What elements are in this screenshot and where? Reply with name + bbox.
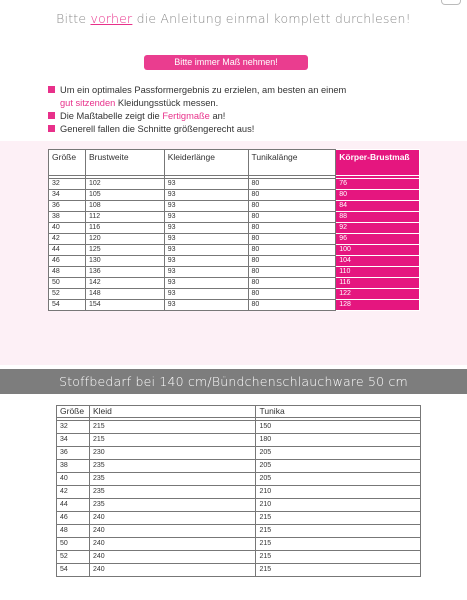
header-tunikalaenge: Tunikalänge <box>248 150 336 176</box>
cell-groesse: 42 <box>57 486 90 499</box>
cell-tunikalaenge: 80 <box>248 223 336 234</box>
header-koerper-brustmass: Körper-Brustmaß <box>336 150 420 176</box>
cell-groesse: 54 <box>57 564 90 577</box>
cell-tunikalaenge: 80 <box>248 278 336 289</box>
cell-brustweite: 154 <box>85 300 164 311</box>
cell-koerper-brustmass: 88 <box>336 212 420 223</box>
cell-tunika: 180 <box>256 434 421 447</box>
instruction-text: Kleidungsstück messen. <box>115 98 219 108</box>
cell-kleid: 235 <box>89 473 255 486</box>
cell-groesse: 36 <box>57 447 90 460</box>
cell-kleid: 235 <box>89 460 255 473</box>
cell-groesse: 46 <box>57 512 90 525</box>
cell-tunika: 205 <box>256 447 421 460</box>
table-row <box>57 525 421 538</box>
table-row <box>49 289 420 300</box>
cell-kleiderlaenge: 93 <box>164 245 248 256</box>
fabric-requirement-table <box>56 405 421 577</box>
instruction-text: Um ein optimales Passformergebnis zu erzielen, am besten an einem <box>60 85 347 95</box>
cell-brustweite: 108 <box>85 201 164 212</box>
instruction-highlight: gut sitzenden <box>60 98 116 108</box>
table-row <box>57 564 421 577</box>
cell-kleid: 215 <box>89 434 255 447</box>
cell-kleiderlaenge: 93 <box>164 234 248 245</box>
table-row <box>49 179 420 190</box>
cell-tunika: 205 <box>256 460 421 473</box>
table-row <box>57 447 421 460</box>
size-chart-table <box>48 149 420 311</box>
cell-groesse: 50 <box>49 278 86 289</box>
table-row <box>49 234 420 245</box>
cell-tunikalaenge: 80 <box>248 289 336 300</box>
table-row <box>49 256 420 267</box>
table-row <box>49 201 420 212</box>
cell-tunika: 210 <box>256 499 421 512</box>
cell-brustweite: 116 <box>85 223 164 234</box>
cell-groesse: 38 <box>49 212 86 223</box>
fabric-table-body <box>57 418 421 577</box>
cell-brustweite: 105 <box>85 190 164 201</box>
header-groesse: Größe <box>57 406 90 418</box>
cell-tunika: 215 <box>256 564 421 577</box>
cell-groesse: 46 <box>49 256 86 267</box>
cell-kleiderlaenge: 93 <box>164 179 248 190</box>
cell-koerper-brustmass: 76 <box>336 179 420 190</box>
cell-kleiderlaenge: 93 <box>164 267 248 278</box>
table-row <box>57 460 421 473</box>
cell-tunika: 215 <box>256 512 421 525</box>
fabric-section-title: Stoffbedarf bei 140 cm/Bündchenschlauchware 50 cm <box>0 369 467 394</box>
cell-koerper-brustmass: 128 <box>336 300 420 311</box>
cell-kleid: 240 <box>89 551 255 564</box>
cell-tunikalaenge: 80 <box>248 179 336 190</box>
cell-tunika: 205 <box>256 473 421 486</box>
page-corner-tab <box>441 0 461 5</box>
cell-groesse: 44 <box>57 499 90 512</box>
instruction-item <box>48 84 448 110</box>
table-row <box>49 245 420 256</box>
cell-groesse: 40 <box>49 223 86 234</box>
table-row <box>57 473 421 486</box>
table-row <box>57 421 421 434</box>
cell-groesse: 48 <box>49 267 86 278</box>
instruction-text: Die Maßtabelle zeigt die <box>60 111 163 121</box>
cell-koerper-brustmass: 122 <box>336 289 420 300</box>
instruction-item <box>48 110 448 123</box>
cell-groesse: 34 <box>57 434 90 447</box>
cell-tunikalaenge: 80 <box>248 256 336 267</box>
square-bullet-icon <box>48 112 55 119</box>
cell-koerper-brustmass: 110 <box>336 267 420 278</box>
cell-groesse: 42 <box>49 234 86 245</box>
cell-kleid: 240 <box>89 538 255 551</box>
cell-brustweite: 130 <box>85 256 164 267</box>
cell-tunika: 215 <box>256 525 421 538</box>
measure-banner: Bitte immer Maß nehmen! <box>144 55 308 70</box>
cell-kleid: 235 <box>89 499 255 512</box>
cell-kleid: 240 <box>89 512 255 525</box>
header-brustweite: Brustweite <box>85 150 164 176</box>
cell-tunikalaenge: 80 <box>248 245 336 256</box>
table-row <box>57 512 421 525</box>
cell-groesse: 38 <box>57 460 90 473</box>
cell-kleid: 230 <box>89 447 255 460</box>
cell-kleid: 240 <box>89 564 255 577</box>
instruction-text: Generell fallen die Schnitte größengerecht aus! <box>60 124 255 134</box>
square-bullet-icon <box>48 125 55 132</box>
header-tunika: Tunika <box>256 406 421 418</box>
cell-koerper-brustmass: 80 <box>336 190 420 201</box>
table-row <box>49 190 420 201</box>
cell-kleid: 235 <box>89 486 255 499</box>
table-header-row <box>49 150 420 176</box>
cell-kleiderlaenge: 93 <box>164 300 248 311</box>
cell-tunikalaenge: 80 <box>248 234 336 245</box>
cell-koerper-brustmass: 104 <box>336 256 420 267</box>
cell-groesse: 32 <box>49 179 86 190</box>
cell-brustweite: 148 <box>85 289 164 300</box>
cell-groesse: 52 <box>57 551 90 564</box>
cell-tunika: 215 <box>256 538 421 551</box>
cell-tunikalaenge: 80 <box>248 300 336 311</box>
cell-kleiderlaenge: 93 <box>164 278 248 289</box>
cell-tunika: 210 <box>256 486 421 499</box>
cell-groesse: 52 <box>49 289 86 300</box>
header-kleiderlaenge: Kleiderlänge <box>164 150 248 176</box>
instruction-highlight: Fertigmaße <box>162 111 210 121</box>
cell-brustweite: 120 <box>85 234 164 245</box>
cell-kleid: 240 <box>89 525 255 538</box>
instruction-list <box>48 84 448 136</box>
cell-groesse: 36 <box>49 201 86 212</box>
cell-kleiderlaenge: 93 <box>164 289 248 300</box>
cell-groesse: 32 <box>57 421 90 434</box>
cell-koerper-brustmass: 116 <box>336 278 420 289</box>
cell-koerper-brustmass: 84 <box>336 201 420 212</box>
intro-accent-word: vorher <box>90 11 133 26</box>
cell-groesse: 48 <box>57 525 90 538</box>
cell-groesse: 50 <box>57 538 90 551</box>
cell-groesse: 44 <box>49 245 86 256</box>
table-row <box>49 278 420 289</box>
size-table-body <box>49 176 420 311</box>
intro-text-before: Bitte <box>56 11 91 26</box>
cell-kleiderlaenge: 93 <box>164 190 248 201</box>
instruction-text: an! <box>209 111 226 121</box>
table-row <box>57 551 421 564</box>
table-row <box>57 499 421 512</box>
square-bullet-icon <box>48 86 55 93</box>
cell-brustweite: 142 <box>85 278 164 289</box>
table-row <box>49 212 420 223</box>
intro-heading <box>0 11 467 26</box>
cell-kleiderlaenge: 93 <box>164 256 248 267</box>
cell-brustweite: 112 <box>85 212 164 223</box>
instruction-item <box>48 123 448 136</box>
cell-brustweite: 125 <box>85 245 164 256</box>
table-row <box>57 434 421 447</box>
cell-kleiderlaenge: 93 <box>164 212 248 223</box>
table-row <box>49 267 420 278</box>
cell-koerper-brustmass: 100 <box>336 245 420 256</box>
cell-koerper-brustmass: 96 <box>336 234 420 245</box>
cell-tunikalaenge: 80 <box>248 201 336 212</box>
cell-kleiderlaenge: 93 <box>164 201 248 212</box>
cell-tunika: 215 <box>256 551 421 564</box>
table-row <box>49 300 420 311</box>
table-row <box>57 486 421 499</box>
table-row <box>57 538 421 551</box>
cell-brustweite: 102 <box>85 179 164 190</box>
cell-tunikalaenge: 80 <box>248 190 336 201</box>
cell-kleiderlaenge: 93 <box>164 223 248 234</box>
cell-kleid: 215 <box>89 421 255 434</box>
table-header-row <box>57 406 421 418</box>
cell-groesse: 54 <box>49 300 86 311</box>
cell-koerper-brustmass: 92 <box>336 223 420 234</box>
cell-tunika: 150 <box>256 421 421 434</box>
cell-groesse: 34 <box>49 190 86 201</box>
cell-groesse: 40 <box>57 473 90 486</box>
cell-brustweite: 136 <box>85 267 164 278</box>
header-kleid: Kleid <box>89 406 255 418</box>
table-row <box>49 223 420 234</box>
intro-text-after: die Anleitung einmal komplett durchlesen! <box>132 11 411 26</box>
cell-tunikalaenge: 80 <box>248 212 336 223</box>
cell-tunikalaenge: 80 <box>248 267 336 278</box>
header-groesse: Größe <box>49 150 86 176</box>
